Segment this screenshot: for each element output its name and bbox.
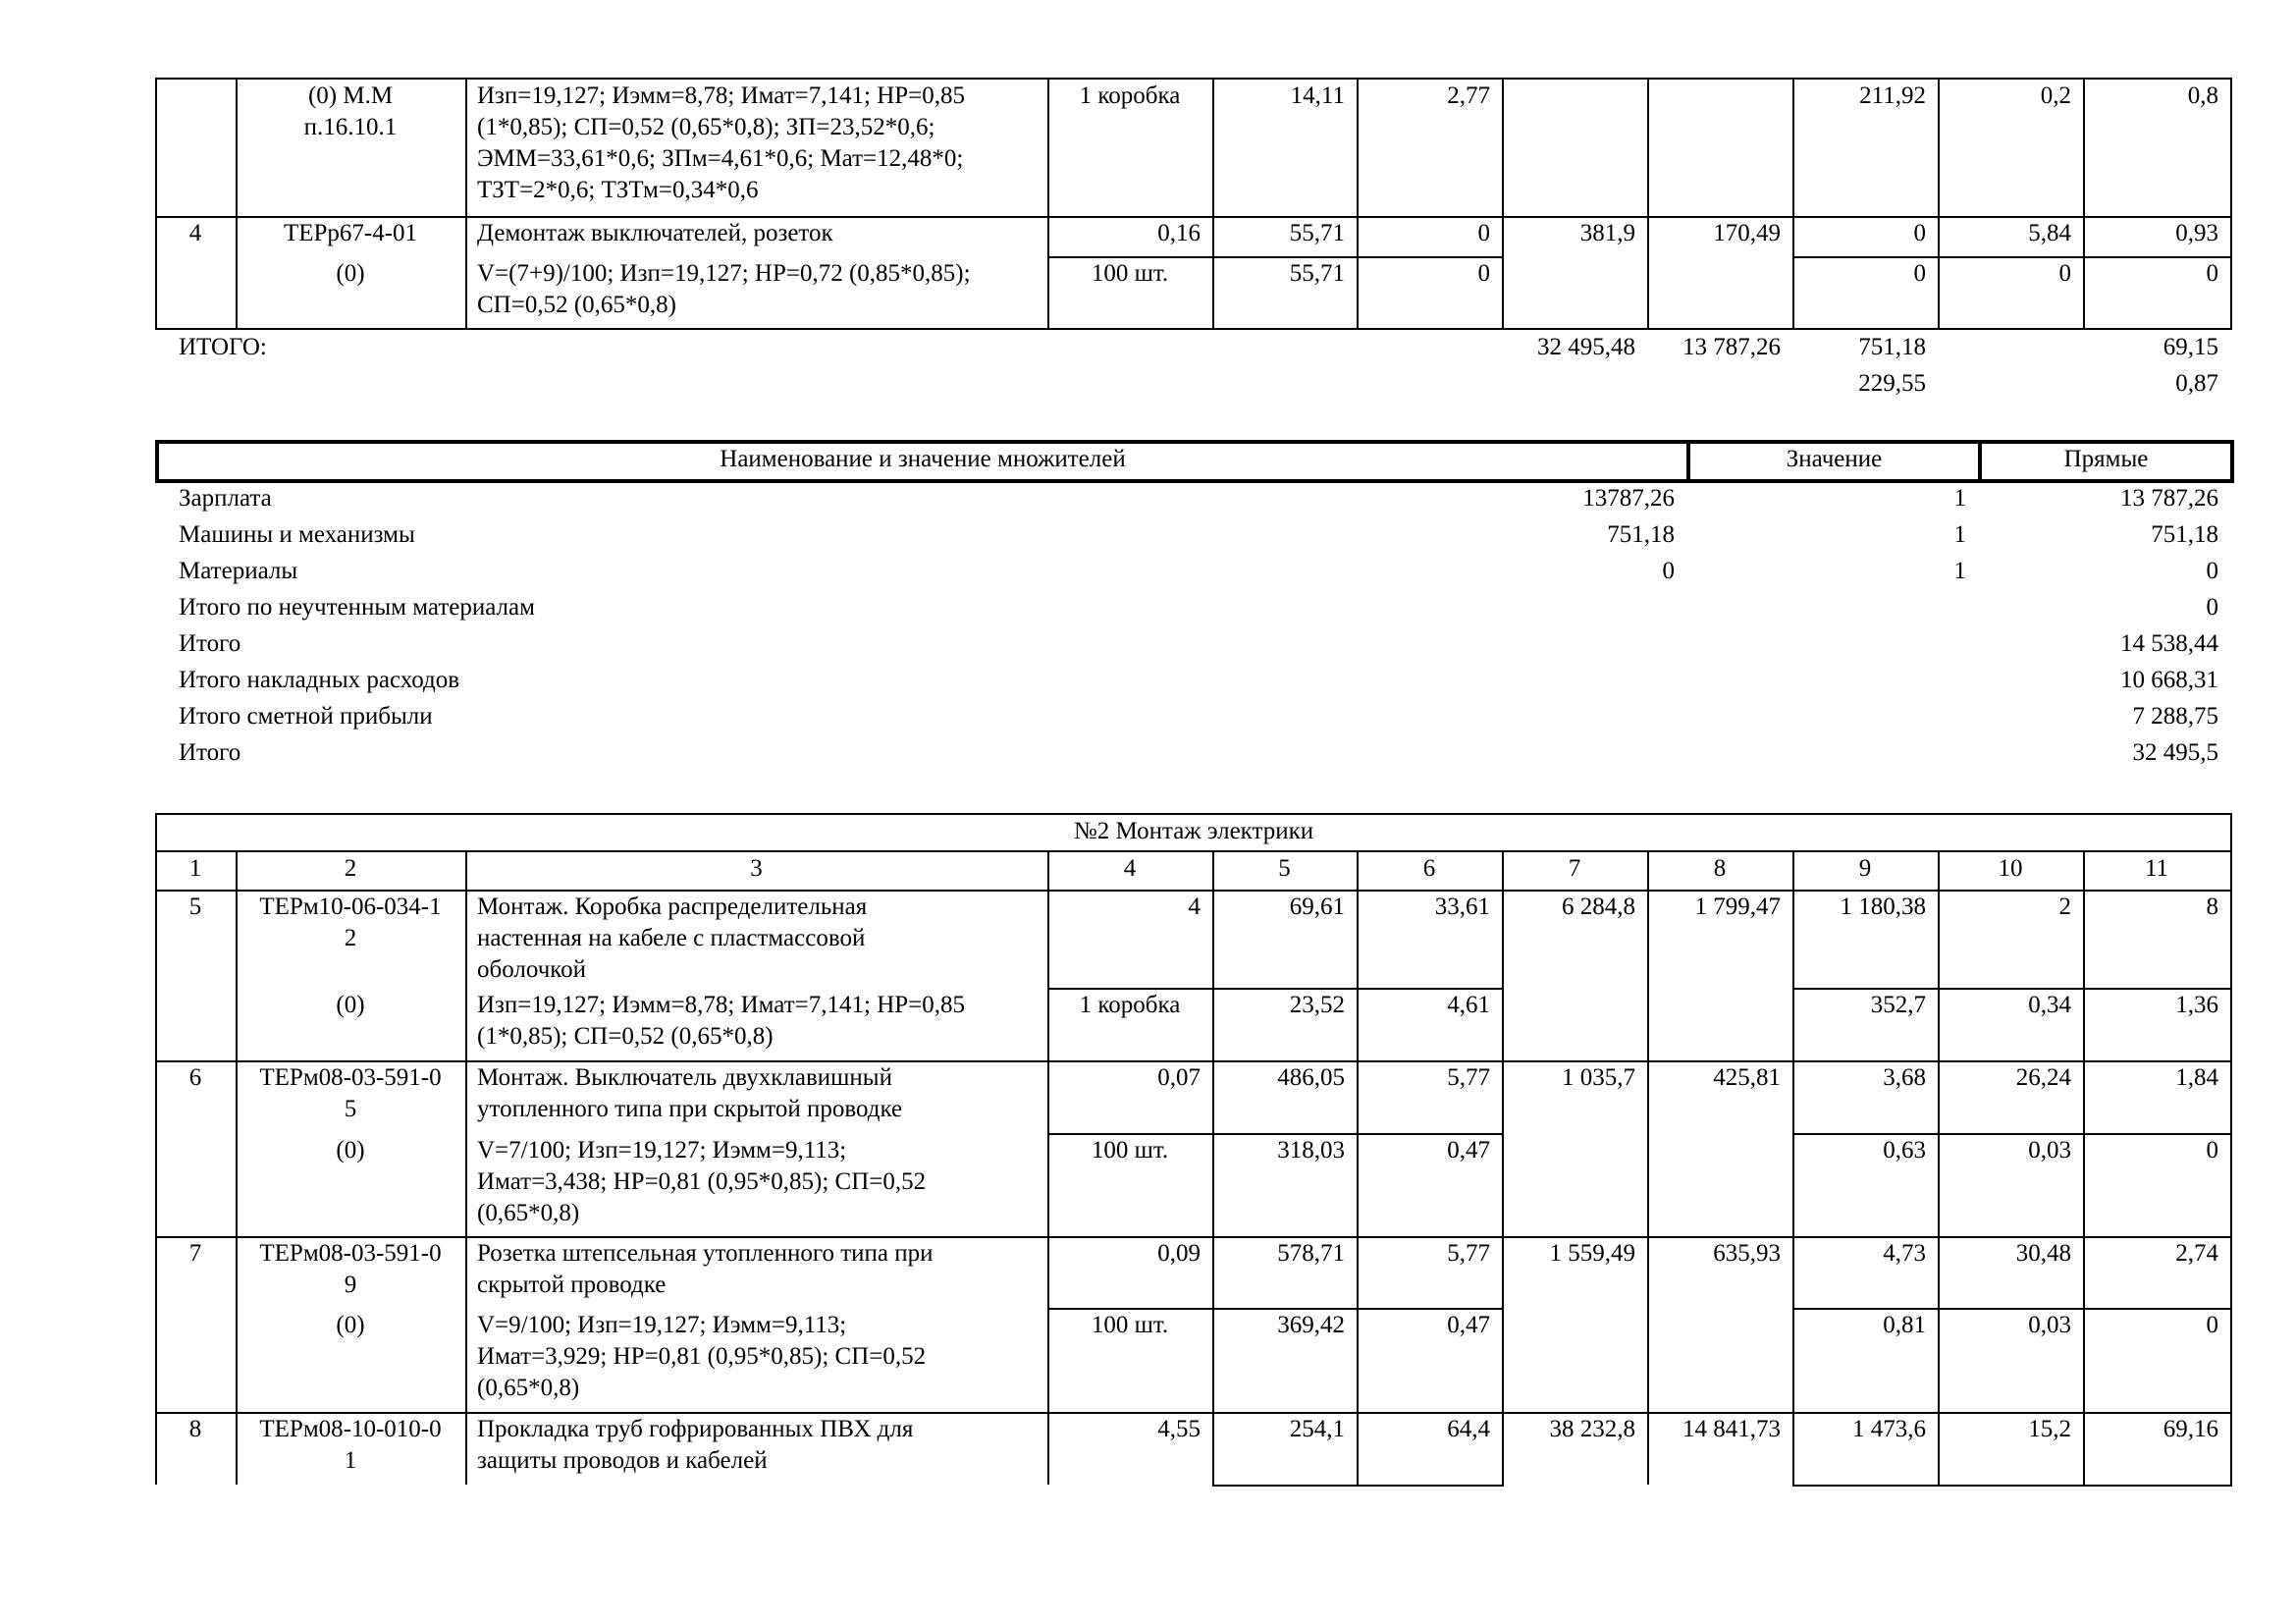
row-description: Монтаж. Выключатель двухклавишный утопленного типа при скрытой проводке (477, 1064, 903, 1122)
row-c8: 635,93 (1713, 1240, 1781, 1267)
row-c9: 1 473,6 (1852, 1416, 1926, 1442)
multiplier-base: 751,18 (1607, 521, 1675, 548)
row-c11: 2,74 (2175, 1240, 2218, 1267)
row-s9: 352,7 (1870, 992, 1926, 1018)
row-c11: 0 (2206, 260, 2218, 287)
row-s10: 0,03 (2028, 1137, 2071, 1164)
row-c9: 0 (1913, 220, 1926, 246)
multiplier-base: 0 (1662, 558, 1675, 584)
row-c8: 14 841,73 (1682, 1416, 1781, 1442)
column-header: 7 (1568, 855, 1581, 882)
column-header: 11 (2144, 855, 2169, 882)
row-sub-code: (0) (336, 992, 365, 1018)
totals-label: ИТОГО: (179, 334, 267, 360)
row-number: 6 (188, 1064, 202, 1091)
row-unit: 1 коробка (1079, 82, 1181, 109)
row-c5: 14,11 (1290, 82, 1345, 109)
row-c10: 2 (2058, 893, 2071, 920)
row-number: 4 (188, 220, 202, 246)
row-code: (0) (336, 260, 365, 287)
row-c10: 0 (2058, 260, 2071, 287)
column-header: 4 (1123, 855, 1137, 882)
row-s6: 0,47 (1447, 1312, 1490, 1338)
multiplier-direct: 10 668,31 (2120, 667, 2218, 693)
multiplier-direct: 13 787,26 (2120, 485, 2218, 512)
row-c4: 0,09 (1157, 1240, 1201, 1267)
row-code: ТЕРм08-03-591-0 9 (259, 1240, 442, 1298)
row-description: Прокладка труб гофрированных ПВХ для защиты проводов и кабелей (477, 1416, 914, 1474)
row-c5: 69,61 (1289, 893, 1345, 920)
row-number: 8 (188, 1416, 202, 1442)
row-c5: 55,71 (1289, 260, 1345, 287)
multiplier-base: 13787,26 (1582, 485, 1675, 512)
row-c9: 3,68 (1883, 1064, 1926, 1091)
row-s9: 0,63 (1883, 1137, 1926, 1164)
row-c5: 486,05 (1277, 1064, 1345, 1091)
row-c10: 5,84 (2028, 220, 2071, 246)
row-description: Монтаж. Коробка распределительная настенная на кабеле с пластмассовой оболочкой (477, 893, 868, 983)
row-s6: 4,61 (1447, 992, 1490, 1018)
totals-c8: 13 787,26 (1682, 334, 1781, 360)
row-sub-description: V=7/100; Изп=19,127; Иэмм=9,113; Имат=3,438; НР=0,81 (0,95*0,85); СП=0,52 (0,65*0,8) (477, 1137, 927, 1226)
row-c11: 8 (2206, 893, 2218, 920)
totals-c7: 32 495,48 (1537, 334, 1635, 360)
row-c6: 5,77 (1447, 1240, 1490, 1267)
row-c7: 1 559,49 (1549, 1240, 1635, 1267)
row-sub-description: Изп=19,127; Иэмм=8,78; Имат=7,141; НР=0,85 (1*0,85); СП=0,52 (0,65*0,8) (477, 992, 966, 1050)
row-s11: 0 (2206, 1137, 2218, 1164)
multipliers-header-name: Наименование и значение множителей (720, 446, 1126, 472)
row-description: Демонтаж выключателей, розеток (477, 220, 833, 246)
row-c5: 254,1 (1289, 1416, 1345, 1442)
row-sub-code: (0) (336, 1137, 365, 1164)
row-c8: 425,81 (1713, 1064, 1781, 1091)
multiplier-name: Зарплата (179, 485, 272, 512)
row-c6: 33,61 (1434, 893, 1490, 920)
row-c11: 0,93 (2175, 220, 2218, 246)
row-c4: 4 (1188, 893, 1201, 920)
multiplier-name: Итого (179, 630, 241, 657)
row-c9: 1 180,38 (1840, 893, 1926, 920)
section-title: №2 Монтаж электрики (1073, 818, 1314, 844)
row-c6: 2,77 (1447, 82, 1490, 109)
row-s11: 0 (2206, 1312, 2218, 1338)
multiplier-name: Материалы (179, 558, 298, 584)
row-c4: 4,55 (1157, 1416, 1201, 1442)
multiplier-name: Итого (179, 739, 241, 766)
row-c7: 381,9 (1579, 220, 1635, 246)
row-s5: 23,52 (1289, 992, 1345, 1018)
row-number: 7 (188, 1240, 202, 1267)
row-description: Розетка штепсельная утопленного типа при скрытой проводке (477, 1240, 934, 1298)
multiplier-direct: 0 (2206, 558, 2218, 584)
column-header: 10 (1998, 855, 2023, 882)
row-c5: 55,71 (1289, 220, 1345, 246)
row-code: ТЕРм10-06-034-1 2 (259, 893, 442, 951)
multiplier-factor: 1 (1953, 521, 1966, 548)
row-c8: 170,49 (1713, 220, 1781, 246)
row-c11: 1,84 (2175, 1064, 2218, 1091)
row-c10: 0,2 (2040, 82, 2071, 109)
row-c6: 5,77 (1447, 1064, 1490, 1091)
column-header: 6 (1422, 855, 1436, 882)
row-c11: 0,8 (2187, 82, 2218, 109)
row-number: 5 (188, 893, 202, 920)
multiplier-direct: 14 538,44 (2120, 630, 2218, 657)
row-description: Изп=19,127; Иэмм=8,78; Имат=7,141; НР=0,85 (1*0,85); СП=0,52 (0,65*0,8); ЗП=23,52*0,6; ЭММ=33,61*0,6; ЗПм=4,61*0,6; Мат=12,48*0; ТЗТ=2*0,6; ТЗТм=0,34*0,6 (477, 82, 966, 203)
row-c7: 38 232,8 (1549, 1416, 1635, 1442)
row-c6: 64,4 (1447, 1416, 1490, 1442)
totals-c9: 751,18 (1858, 334, 1926, 360)
row-s5: 318,03 (1277, 1137, 1345, 1164)
multiplier-name: Машины и механизмы (179, 521, 415, 548)
column-header: 9 (1858, 855, 1872, 882)
multiplier-direct: 7 288,75 (2132, 703, 2218, 730)
column-header: 2 (344, 855, 357, 882)
row-c10: 15,2 (2028, 1416, 2071, 1442)
row-code: (0) М.М п.16.10.1 (303, 82, 398, 140)
row-s11: 1,36 (2175, 992, 2218, 1018)
row-c7: 1 035,7 (1562, 1064, 1635, 1091)
row-c6: 0 (1477, 260, 1490, 287)
multiplier-name: Итого накладных расходов (179, 667, 460, 693)
row-description: V=(7+9)/100; Изп=19,127; НР=0,72 (0,85*0,85); СП=0,52 (0,65*0,8) (477, 260, 971, 318)
row-unit: 100 шт. (1091, 1137, 1169, 1164)
multiplier-name: Итого сметной прибыли (179, 703, 433, 730)
row-c9: 4,73 (1883, 1240, 1926, 1267)
row-c9: 0 (1913, 260, 1926, 287)
row-c11: 69,16 (2163, 1416, 2218, 1442)
row-code: ТЕРм08-10-010-0 1 (259, 1416, 442, 1474)
row-s6: 0,47 (1447, 1137, 1490, 1164)
row-c5: 578,71 (1277, 1240, 1345, 1267)
row-c10: 30,48 (2015, 1240, 2071, 1267)
row-s5: 369,42 (1277, 1312, 1345, 1338)
multipliers-header-value: Значение (1786, 446, 1883, 472)
row-s10: 0,34 (2028, 992, 2071, 1018)
row-s10: 0,03 (2028, 1312, 2071, 1338)
row-code: ТЕРм08-03-591-0 5 (259, 1064, 442, 1122)
row-sub-description: V=9/100; Изп=19,127; Иэмм=9,113; Имат=3,929; НР=0,81 (0,95*0,85); СП=0,52 (0,65*0,8) (477, 1312, 927, 1401)
row-c4: 0,16 (1157, 220, 1201, 246)
column-header: 8 (1713, 855, 1727, 882)
multiplier-factor: 1 (1953, 558, 1966, 584)
totals-c11b: 0,87 (2175, 370, 2218, 397)
row-c10: 26,24 (2015, 1064, 2071, 1091)
multiplier-direct: 751,18 (2151, 521, 2218, 548)
row-c8: 1 799,47 (1694, 893, 1781, 920)
row-c9: 211,92 (1859, 82, 1926, 109)
row-unit: 100 шт. (1091, 260, 1169, 287)
row-c4: 0,07 (1157, 1064, 1201, 1091)
multiplier-factor: 1 (1953, 485, 1966, 512)
totals-c11: 69,15 (2163, 334, 2218, 360)
row-c6: 0 (1477, 220, 1490, 246)
multiplier-direct: 32 495,5 (2132, 739, 2218, 766)
column-header: 3 (750, 855, 763, 882)
column-header: 5 (1278, 855, 1291, 882)
multiplier-name: Итого по неучтенным материалам (179, 594, 535, 621)
row-s9: 0,81 (1883, 1312, 1926, 1338)
column-header: 1 (188, 855, 202, 882)
multipliers-header-direct: Прямые (2063, 446, 2149, 472)
totals-c9b: 229,55 (1858, 370, 1926, 397)
row-code: ТЕРр67-4-01 (283, 220, 418, 246)
row-sub-code: (0) (336, 1312, 365, 1338)
row-unit: 1 коробка (1079, 992, 1181, 1018)
row-unit: 100 шт. (1091, 1312, 1169, 1338)
row-c7: 6 284,8 (1562, 893, 1635, 920)
multiplier-direct: 0 (2206, 594, 2218, 621)
